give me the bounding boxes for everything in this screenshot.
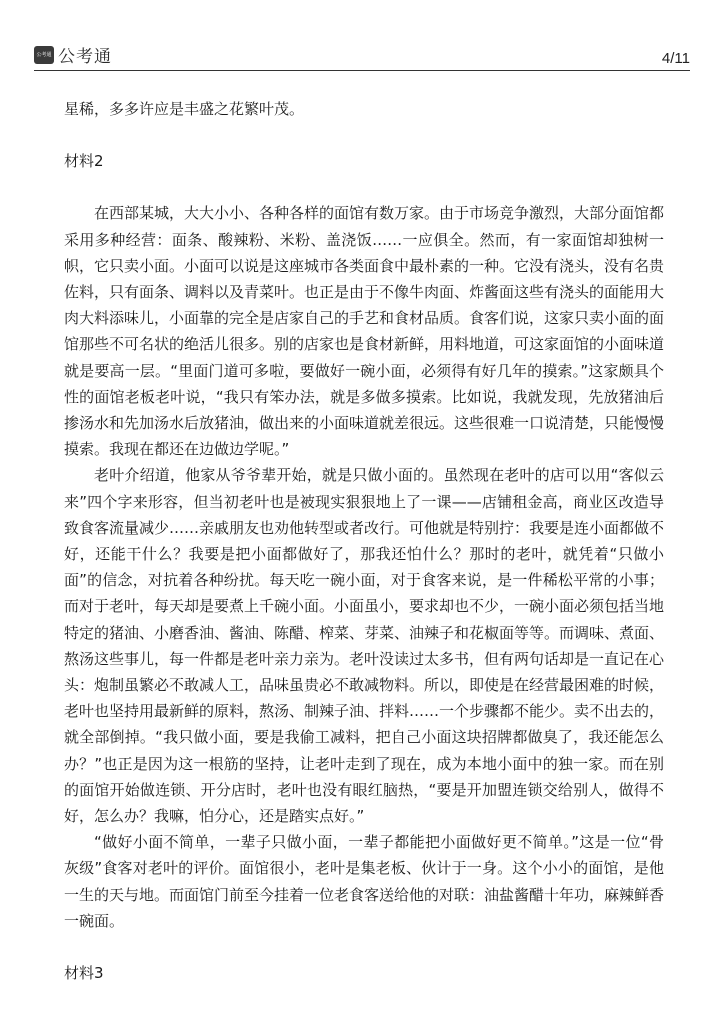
brand-name: 公考通 bbox=[58, 47, 112, 67]
brand-logo bbox=[34, 42, 112, 67]
page-header bbox=[34, 40, 690, 71]
intro-line: 星稀，多多许应是丰盛之花繁叶茂。 bbox=[64, 100, 305, 118]
paragraph-2: 老叶介绍道，他家从爷爷辈开始，就是只做小面的。虽然现在老叶的店可以用“客似云来”四个字来形容，但当初老叶也是被现实狠狠地上了一课——店铺租金高，商业区改造导致食客流量减少……亲戚朋友也劝他转型或者改行。可他就是特别拧：我要是连小面都做不好，还能干什么？我要是把小面都做好了，那我还怕什么？那时的老叶，就凭着“只做小面”的信念，对抗着各种纷扰。每天吃一碗小面，对于食客来说，是一件稀松平常的小事；而对于老叶，每天却是要煮上千碗小面。小面虽小，要求却也不少，一碗小面必须包括当地特定的猪油、小磨香油、酱油、陈醋、榨菜、芽菜、油辣子和花椒面等等。而调味、煮面、熬汤这些事儿，每一件都是老叶亲力亲为。老叶没读过太多书，但有两句话却是一直记在心头：炮制虽繁必不敢减人工，品味虽贵必不敢减物料。所以，即使是在经营最困难的时候，老叶也坚持用最新鲜的原料，熬汤、制辣子油、拌料……一个步骤都不能少。卖不出去的，就全部倒掉。“我只做小面，要是我偷工减料，把自己小面这块招牌都做臭了，我还能怎么办？”也正是因为这一根筋的坚持，让老叶走到了现在，成为本地小面中的独一家。而在别的面馆开始做连锁、开分店时，老叶也没有眼红脑热，“要是开加盟连锁交给别人，做得不好，怎么办？我嘛，怕分心，还是踏实点好。” bbox=[64, 466, 665, 826]
page-number: 4/11 bbox=[661, 50, 690, 67]
paragraph-3: “做好小面不简单，一辈子只做小面，一辈子都能把小面做好更不简单。”这是一位“骨灰级”食客对老叶的评价。面馆很小，老叶是集老板、伙计于一身。这个小小的面馆，是他一生的天与地。而面馆门前至今挂着一位老食客送给他的对联：油盐酱醋十年功，麻辣鲜香一碗面。 bbox=[64, 833, 665, 930]
document-body bbox=[64, 96, 665, 983]
logo-icon: 公考通 bbox=[34, 46, 54, 64]
paragraph-1: 在西部某城，大大小小、各种各样的面馆有数万家。由于市场竞争激烈，大部分面馆都采用多种经营：面条、酸辣粉、米粉、盖浇饭……一应俱全。然而，有一家面馆却独树一帜，它只卖小面。小面可以说是这座城市各类面食中最朴素的一种。它没有浇头，没有名贵佐料，只有面条、调料以及青菜叶。也正是由于不像牛肉面、炸酱面这些有浇头的面能用大肉大料添味儿，小面靠的完全是店家自己的手艺和食材品质。食客们说，这家只卖小面的面馆那些不可名状的绝活儿很多。别的店家也是食材新鲜，用料地道，可这家面馆的小面味道就是要高一层。“里面门道可多啦，要做好一碗小面，必须得有好几年的摸索。”这家颇具个性的面馆老板老叶说，“我只有笨办法，就是多做多摸索。比如说，我就发现，先放猪油后掺汤水和先加汤水后放猪油，做出来的小面味道就差很远。这些很难一口说清楚，只能慢慢摸索。我现在都还在边做边学呢。” bbox=[64, 204, 665, 459]
section-title: 材料2 bbox=[64, 152, 104, 171]
next-section-title: 材料3 bbox=[64, 964, 104, 983]
